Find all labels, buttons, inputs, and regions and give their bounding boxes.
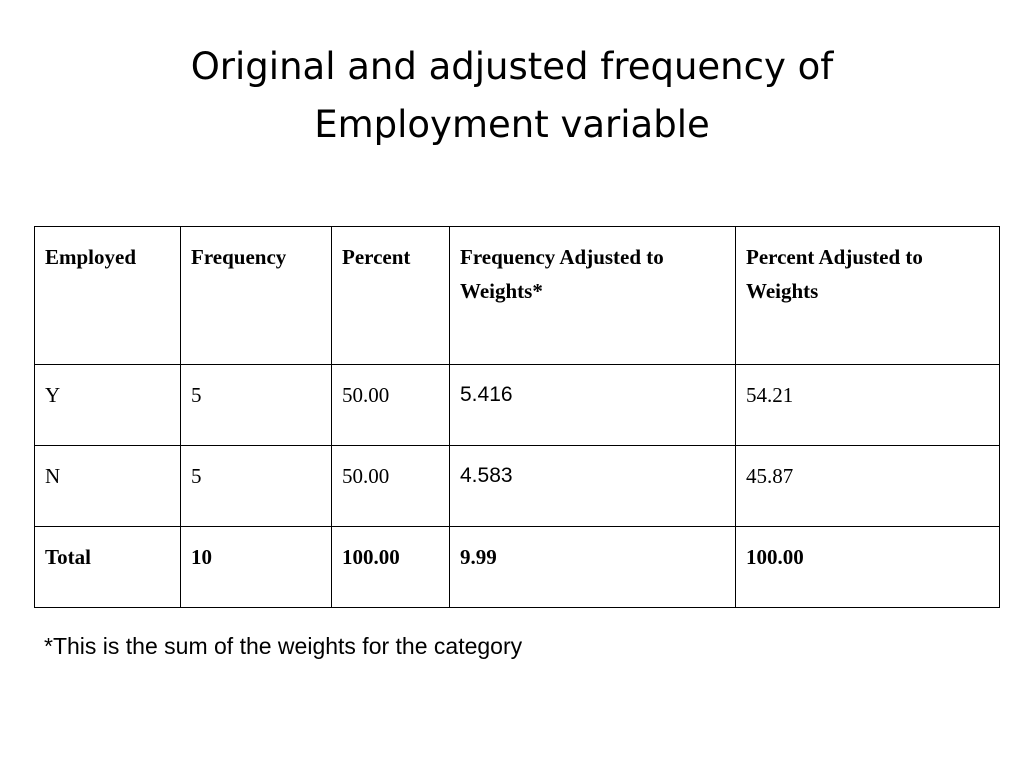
header-frequency: Frequency <box>181 227 332 365</box>
header-percent-adjusted: Percent Adjusted to Weights <box>736 227 1000 365</box>
cell-percent-adjusted: 54.21 <box>736 365 1000 446</box>
cell-percent-adjusted: 45.87 <box>736 446 1000 527</box>
cell-percent: 50.00 <box>332 446 450 527</box>
table-header-row <box>35 227 1000 365</box>
cell-percent: 50.00 <box>332 365 450 446</box>
cell-frequency-adjusted: 4.583 <box>450 446 736 527</box>
cell-employed: N <box>35 446 181 527</box>
table-row <box>35 365 1000 446</box>
title-line-1: Original and adjusted frequency of <box>190 45 834 88</box>
cell-total-frequency: 10 <box>181 527 332 608</box>
header-frequency-adjusted: Frequency Adjusted to Weights* <box>450 227 736 365</box>
cell-total-percent: 100.00 <box>332 527 450 608</box>
cell-total-frequency-adjusted: 9.99 <box>450 527 736 608</box>
slide-title <box>60 38 964 154</box>
footnote: *This is the sum of the weights for the category <box>44 633 523 659</box>
table-total-row <box>35 527 1000 608</box>
cell-frequency-adjusted: 5.416 <box>450 365 736 446</box>
cell-employed: Y <box>35 365 181 446</box>
table-row <box>35 446 1000 527</box>
header-employed: Employed <box>35 227 181 365</box>
cell-total-percent-adjusted: 100.00 <box>736 527 1000 608</box>
header-percent: Percent <box>332 227 450 365</box>
title-line-2: Employment variable <box>314 103 710 146</box>
cell-frequency: 5 <box>181 446 332 527</box>
cell-total-label: Total <box>35 527 181 608</box>
cell-frequency: 5 <box>181 365 332 446</box>
frequency-table <box>34 226 1000 608</box>
